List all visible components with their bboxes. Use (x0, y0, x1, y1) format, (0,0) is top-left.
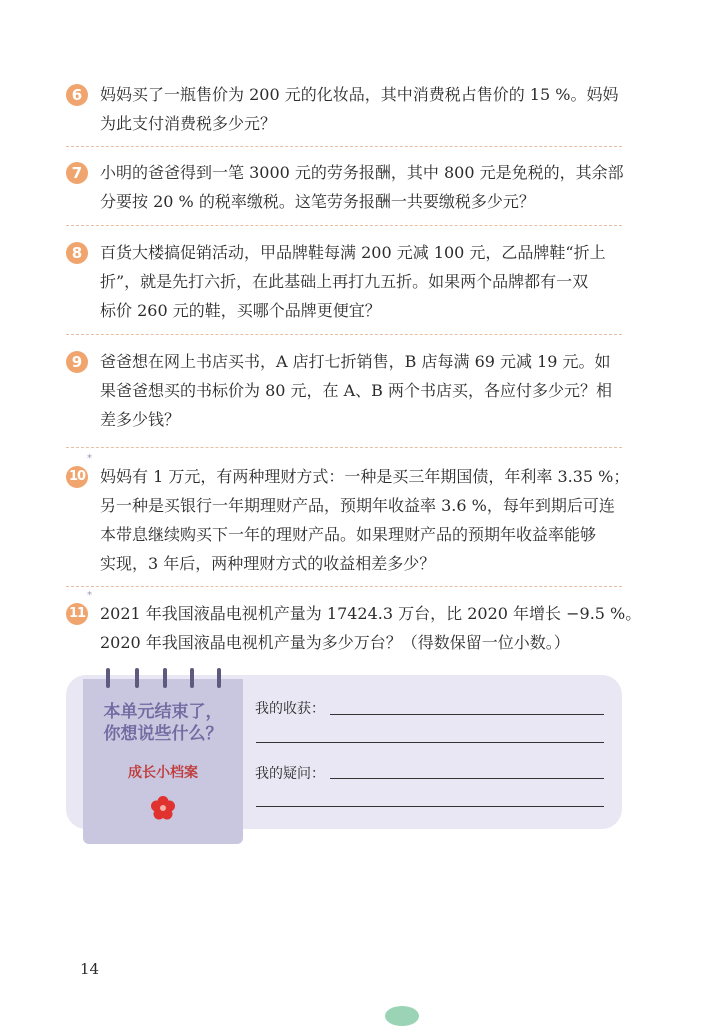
problem-number-badge: 10 (66, 466, 88, 488)
notepad-ring (106, 668, 110, 688)
questions-input-line-2[interactable] (256, 806, 604, 807)
gains-input-line[interactable] (330, 714, 604, 715)
star-mark: * (87, 590, 92, 601)
notepad-ring (217, 668, 221, 688)
problem-text: 百货大楼搞促销活动，甲品牌鞋每满 200 元减 100 元，乙品牌鞋“折上 折”，就是先打六折，在此基础上再打九五折。如果两个品牌都有一双 标价 260 元的鞋，买哪个品牌更便宜？ (100, 243, 606, 320)
problem-number-badge: 7 (66, 162, 88, 184)
problem-number-badge: 11 (66, 603, 88, 625)
problem-number-badge: 8 (66, 242, 88, 264)
page-number: 14 (80, 960, 100, 978)
decorative-shape (385, 1006, 419, 1026)
questions-label: 我的疑问： (255, 766, 325, 782)
problem-10 (66, 453, 630, 580)
star-mark: * (87, 453, 92, 464)
problem-text: 小明的爸爸得到一笔 3000 元的劳务报酬，其中 800 元是免税的，其余部 分要按 20 % 的税率缴税。这笔劳务报酬一共要缴税多少元？ (100, 163, 624, 211)
notepad-ring (163, 668, 167, 688)
notepad-ring (190, 668, 194, 688)
problem-text: 爸爸想在网上书店买书，A 店打七折销售，B 店每满 69 元减 19 元。如 果爸爸想买的书标价为 80 元，在 A、B 两个书店买，各应付多少元？相 差多少钱？ (100, 352, 613, 429)
card-subtitle: 成长小档案 (128, 765, 198, 781)
problem-8 (66, 238, 626, 328)
problem-text: 2021 年我国液晶电视机产量为 17424.3 万台，比 2020 年增长 −9.5 %。 2020 年我国液晶电视机产量为多少万台？（得数保留一位小数。） (100, 604, 642, 652)
problem-number-badge: 9 (66, 351, 88, 373)
flower-icon (150, 795, 176, 821)
problem-11 (66, 590, 642, 659)
problem-6 (66, 80, 626, 140)
problem-text: 妈妈买了一瓶售价为 200 元的化妆品，其中消费税占售价的 15 %。妈妈 为此支付消费税多少元？ (100, 85, 619, 133)
problem-number-badge: 6 (66, 84, 88, 106)
separator (66, 586, 622, 587)
separator (66, 334, 622, 335)
gains-label: 我的收获： (255, 701, 325, 717)
notepad-ring (135, 668, 139, 688)
card-title-line1: 本单元结束了， (103, 702, 223, 722)
questions-input-line[interactable] (330, 778, 604, 779)
problem-7 (66, 158, 626, 218)
problem-9 (66, 347, 626, 437)
separator (66, 225, 622, 226)
separator (66, 447, 622, 448)
problem-text: 妈妈有 1 万元，有两种理财方式：一种是买三年期国债，年利率 3.35 %； 另一种是买银行一年期理财产品，预期年收益率 3.6 %，每年到期后可连 本带息继续购买下一年的理财产品。如果理财产品的预期年收益率能够 实现，3 年后，两种理财方式的收益相差多少？ (100, 467, 630, 573)
gains-input-line-2[interactable] (256, 742, 604, 743)
card-title-line2: 你想说些什么？ (103, 724, 223, 744)
separator (66, 146, 622, 147)
